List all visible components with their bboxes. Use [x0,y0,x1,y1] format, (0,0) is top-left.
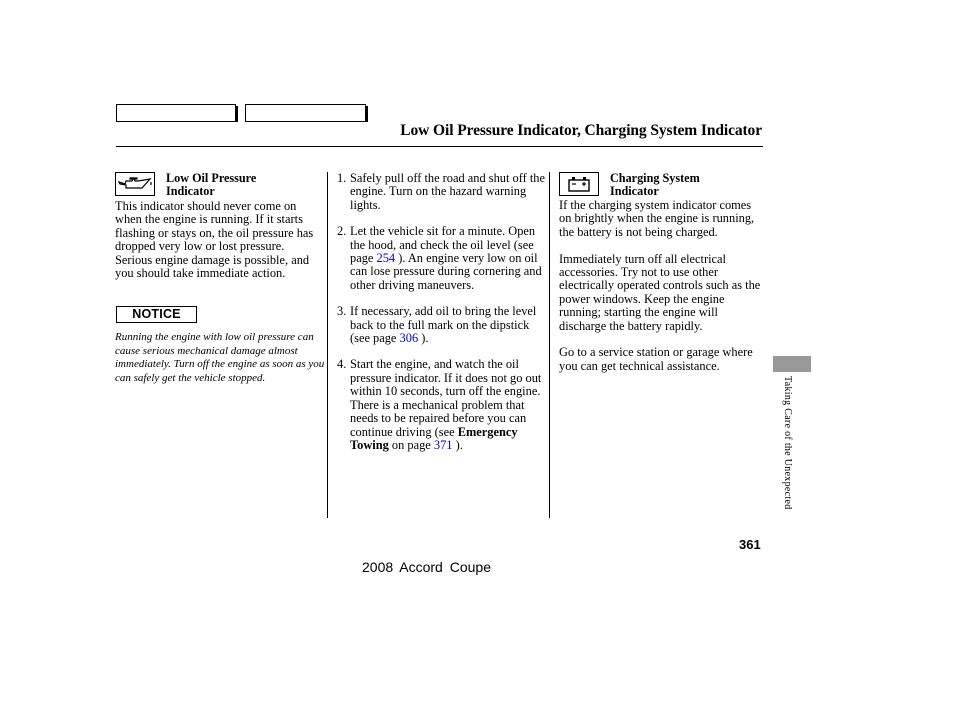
column-divider-2 [549,172,550,518]
step-4 [337,358,547,452]
step-2 [337,225,547,292]
charging-paragraph-2: Immediately turn off all electrical accessories. Try not to use other electrically operated controls such as the power windows. Keep the engine running; starting the engine will discharge the battery rapidly. [559,251,761,333]
column-divider-1 [327,172,328,518]
step-text: ). [418,331,429,346]
nav-box-2[interactable] [245,104,366,122]
notice-text: Running the engine with low oil pressure can cause serious mechanical damage almost immediately. Turn off the engine as soon as you can safely get the vehicle stopped. [115,331,325,384]
emergency-towing-reference: Emergency Towing [350,424,518,452]
step-number: 1. [337,171,347,185]
step-text: on page [388,437,434,452]
charging-paragraph-3: Go to a service station or garage where you can get technical assistance. [559,345,753,373]
procedure-steps [337,172,547,465]
step-3 [337,305,547,345]
page-link-371[interactable]: 371 [433,437,453,452]
step-text: ). An engine very low on oil can lose pressure during cornering and other driving maneuvers. [350,251,542,292]
charging-paragraph-1: If the charging system indicator comes on brightly when the engine is running, the battery is not being charged. [559,198,755,239]
page-link-306[interactable]: 306 [399,331,419,346]
page-number: 361 [739,537,761,552]
title-rule [116,146,763,147]
step-number: 4. [337,357,347,372]
section-label: Taking Care of the Unexpected [782,376,793,510]
step-text: Safely pull off the road and shut off the engine. Turn on the hazard warning lights. [350,171,545,212]
notice-box [116,306,197,323]
battery-icon [560,173,598,195]
oil-can-icon [116,173,154,195]
step-number: 3. [337,304,347,319]
step-text: Start the engine, and watch the oil pressure indicator. If it does not go out within 10 seconds, turn off the engine. There is a mechanical problem that needs to be repaired before you can continue driving (see [350,357,542,439]
low-oil-pressure-paragraph: This indicator should never come on when the engine is running. If it starts flashing or stays on, the oil pressure has dropped very low or lost pressure. Serious engine damage is possible, and you should take immediate action. [115,199,314,281]
section-tab[interactable] [773,356,811,372]
page-title: Low Oil Pressure Indicator, Charging System Indicator [400,122,762,139]
page-link-254[interactable]: 254 [376,251,396,266]
notice-label: NOTICE [132,307,181,321]
step-text: Let the vehicle sit for a minute. Open the hood, and check the oil level (see page [350,224,536,266]
step-1 [337,172,547,212]
step-number: 2. [337,224,347,239]
charging-system-text [559,199,764,387]
step-text: If necessary, add oil to bring the level back to the full mark on the dipstick (see page [350,304,537,346]
low-oil-pressure-subheading: Low Oil Pressure Indicator [166,171,257,198]
nav-box-1[interactable] [116,104,236,122]
charging-system-subheading: Charging System Indicator [610,171,700,198]
step-text: ). [452,437,463,452]
model-footer: 2008 Accord Coupe [362,559,491,575]
oil-pressure-indicator-icon-box [115,172,155,196]
charging-indicator-icon-box [559,172,599,196]
